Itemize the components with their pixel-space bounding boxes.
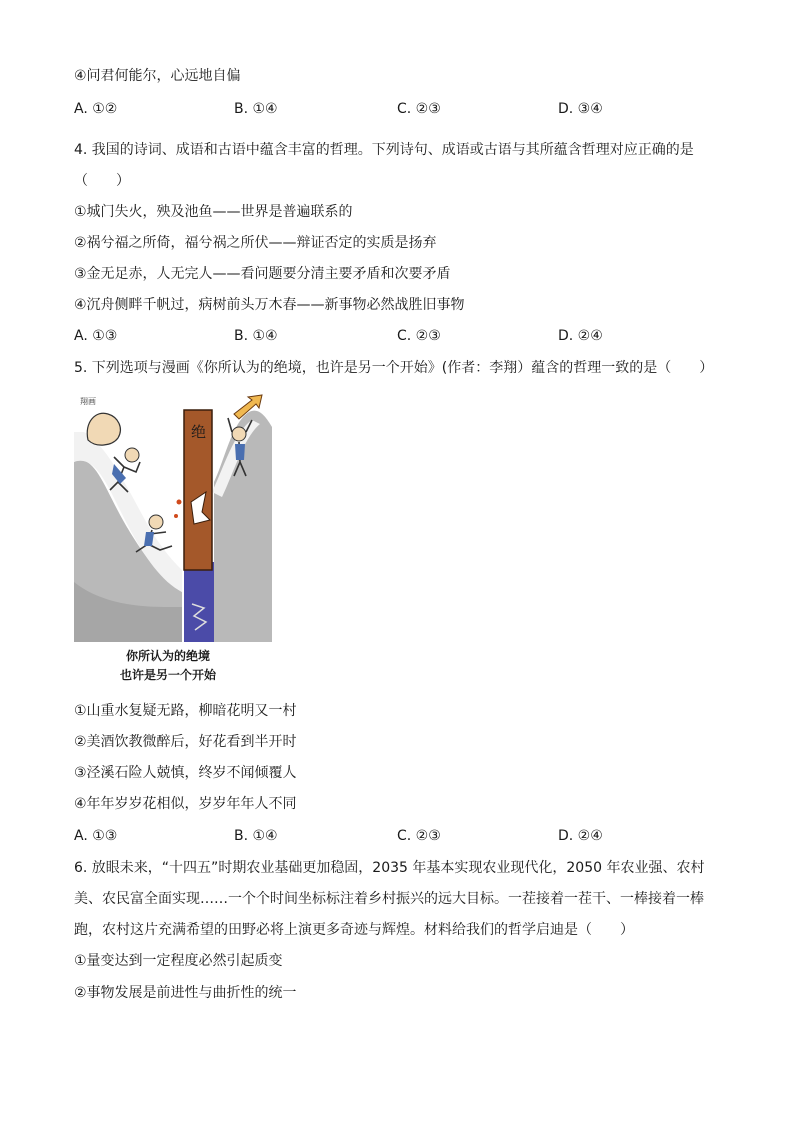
q6-stem-line-3: 跑，农村这片充满希望的田野必将上演更多奇迹与辉煌。材料给我们的哲学启迪是（ ） (74, 922, 634, 938)
q3-option-b: B. ①④ (234, 101, 278, 117)
q5-item-2: ②美酒饮教微醉后，好花看到半开时 (74, 734, 297, 750)
q5-stem: 5. 下列选项与漫画《你所认为的绝境，也许是另一个开始》(作者：李翔）蕴含的哲理一致的是（ ） (74, 360, 714, 376)
q5-option-a: A. ①③ (74, 828, 118, 844)
q4-item-1: ①城门失火，殃及池鱼——世界是普遍联系的 (74, 204, 353, 220)
q4-item-4: ④沉舟侧畔千帆过，病树前头万木春——新事物必然战胜旧事物 (74, 297, 465, 313)
q5-item-1: ①山重水复疑无路，柳暗花明又一村 (74, 703, 297, 719)
cartoon-caption-2: 也许是另一个开始 (120, 668, 217, 682)
q5-option-b: B. ①④ (234, 828, 278, 844)
q6-stem-line-2: 美、农民富全面实现……一个个时间坐标标注着乡村振兴的远大目标。一茬接着一茬干、一棒接着一棒 (74, 891, 704, 907)
q4-stem: 4. 我国的诗词、成语和古语中蕴含丰富的哲理。下列诗句、成语或古语与其所蕴含哲理对应正确的是 (74, 142, 694, 158)
cartoon-caption-1: 你所认为的绝境 (126, 649, 211, 663)
cartoon-sign-char: 绝 (191, 423, 207, 441)
q4-option-a: A. ①③ (74, 328, 118, 344)
q4-option-c: C. ②③ (397, 328, 441, 344)
q5-item-3: ③泾溪石险人兢慎，终岁不闻倾覆人 (74, 765, 297, 781)
q5-option-d: D. ②④ (558, 828, 603, 844)
q3-option-d: D. ③④ (558, 101, 603, 117)
q4-item-3: ③金无足赤，人无完人——看问题要分清主要矛盾和次要矛盾 (74, 266, 451, 282)
q3-option-a: A. ①② (74, 101, 118, 117)
q4-item-2: ②祸兮福之所倚，福兮祸之所伏——辩证否定的实质是扬弃 (74, 235, 437, 251)
q5-option-c: C. ②③ (397, 828, 441, 844)
q6-item-2: ②事物发展是前进性与曲折性的统一 (74, 985, 297, 1001)
q3-options (74, 99, 714, 119)
q6-item-1: ①量变达到一定程度必然引起质变 (74, 953, 283, 969)
q3-item-4: ④问君何能尔，心远地自偏 (74, 68, 241, 84)
cartoon-corner-label: 翔画 (80, 397, 96, 406)
q5-item-4: ④年年岁岁花相似，岁岁年年人不同 (74, 796, 297, 812)
q6-stem-line-1: 6. 放眼未来，“十四五”时期农业基础更加稳固，2035 年基本实现农业现代化，2050 年农业强、农村 (74, 860, 705, 876)
q3-option-c: C. ②③ (397, 101, 441, 117)
q4-options (74, 326, 714, 346)
cartoon-image (74, 392, 272, 684)
q4-option-d: D. ②④ (558, 328, 603, 344)
q4-answer-paren: （ ） (74, 173, 130, 189)
q4-option-b: B. ①④ (234, 328, 278, 344)
q5-options (74, 826, 714, 846)
